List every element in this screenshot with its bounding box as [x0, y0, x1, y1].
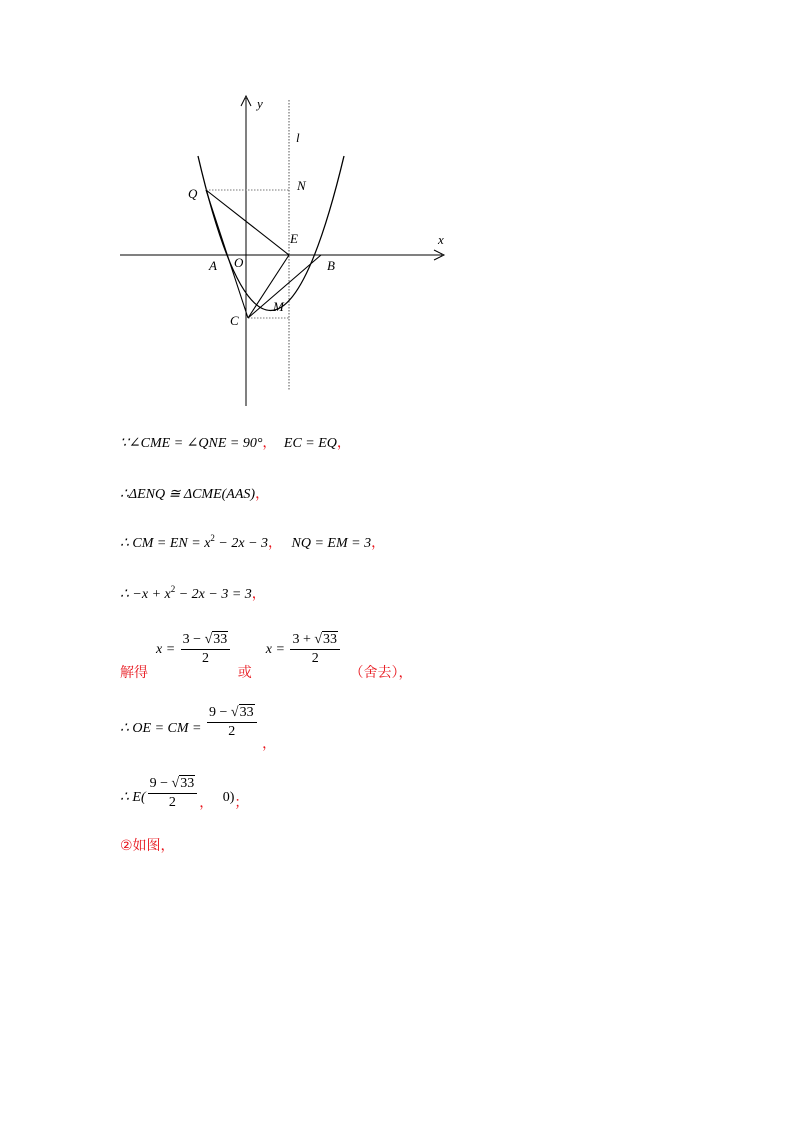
separator: ， — [268, 535, 283, 551]
proof-line-7 — [120, 776, 248, 811]
solution-2-lhs: x = — [265, 641, 285, 657]
label-a: A — [209, 258, 217, 273]
congruence-statement: ∴ΔENQ ≅ ΔCME(AAS) — [120, 487, 256, 502]
line-end-comma: ， — [251, 586, 266, 602]
numerator: 9 − — [149, 776, 172, 791]
numerator: 3 − — [182, 632, 205, 647]
expr-cm-en-b: − 2x − 3 — [214, 536, 269, 551]
denominator: 2 — [168, 795, 176, 810]
exponent: 2 — [210, 533, 215, 543]
line-end-comma: ， — [255, 486, 270, 502]
angle-equality: ∵∠CME = ∠QNE = 90° — [120, 436, 263, 451]
segment-qc — [206, 190, 248, 318]
separator: ， — [262, 435, 277, 451]
denominator: 2 — [228, 724, 236, 739]
exponent: 2 — [170, 584, 176, 594]
proof-line-1 — [120, 432, 351, 452]
oe-fraction: $\frac{9 - √33}{2}$ — [207, 705, 257, 740]
or-word: 或 — [237, 664, 252, 681]
label-b: B — [327, 258, 335, 273]
label-c: C — [230, 313, 239, 328]
radicand: 33 — [239, 705, 254, 720]
rejected-note: （舍去）， — [349, 664, 413, 681]
next-case-text: ②如图， — [120, 838, 175, 854]
point-e-lhs: ∴ E( — [120, 789, 146, 805]
segment-cb — [248, 255, 321, 318]
denominator: 2 — [311, 651, 319, 666]
parabola-figure — [110, 90, 460, 410]
solution-2-fraction: $\frac{3 + √33}{2}$ — [290, 632, 340, 667]
solution-1 — [156, 632, 236, 666]
oe-cm-lhs: ∴ OE = CM = — [120, 720, 202, 736]
point-e-tail: 0) — [222, 789, 235, 805]
label-x: x — [438, 232, 444, 247]
separator: ， — [199, 794, 214, 811]
line-end-comma: ， — [262, 735, 277, 752]
line-end-comma: ， — [336, 435, 351, 451]
solution-1-fraction: $\frac{3 - √33}{2}$ — [181, 632, 231, 667]
label-o: O — [234, 255, 244, 270]
radicand: 33 — [323, 632, 338, 647]
proof-line-2 — [120, 483, 269, 503]
numerator: 3 + — [292, 632, 315, 647]
solution-1-lhs: x = — [156, 641, 176, 657]
solve-prefix: 解得 — [120, 664, 148, 681]
label-e: E — [290, 231, 298, 246]
segment-qe — [206, 190, 289, 255]
proof-line-6 — [120, 705, 277, 752]
line-end-semicolon: ； — [234, 794, 249, 811]
line-end-comma: ， — [371, 535, 386, 551]
denominator: 2 — [201, 651, 209, 666]
proof-line-8 — [120, 835, 175, 855]
proof-line-4 — [120, 583, 266, 603]
radicand: 33 — [213, 632, 228, 647]
expr-nq-em: NQ = EM = 3 — [291, 536, 372, 551]
label-y: y — [257, 96, 263, 111]
label-l: l — [296, 130, 300, 145]
proof-line-5 — [120, 632, 413, 681]
solution-2 — [265, 632, 346, 666]
numerator: 9 − — [208, 705, 231, 720]
proof-line-3 — [120, 532, 385, 552]
label-m: M — [273, 299, 284, 314]
side-equality: EC = EQ — [283, 436, 337, 451]
point-e-fraction: $\frac{9 - √33}{2}$ — [148, 776, 198, 811]
radicand: 33 — [180, 776, 195, 791]
label-q: Q — [188, 186, 198, 201]
label-n: N — [297, 178, 306, 193]
equation-b: − 2x − 3 = 3 — [175, 587, 252, 602]
equation-a: ∴ −x + x — [120, 587, 171, 602]
expr-cm-en-a: ∴ CM = EN = x — [120, 536, 211, 551]
